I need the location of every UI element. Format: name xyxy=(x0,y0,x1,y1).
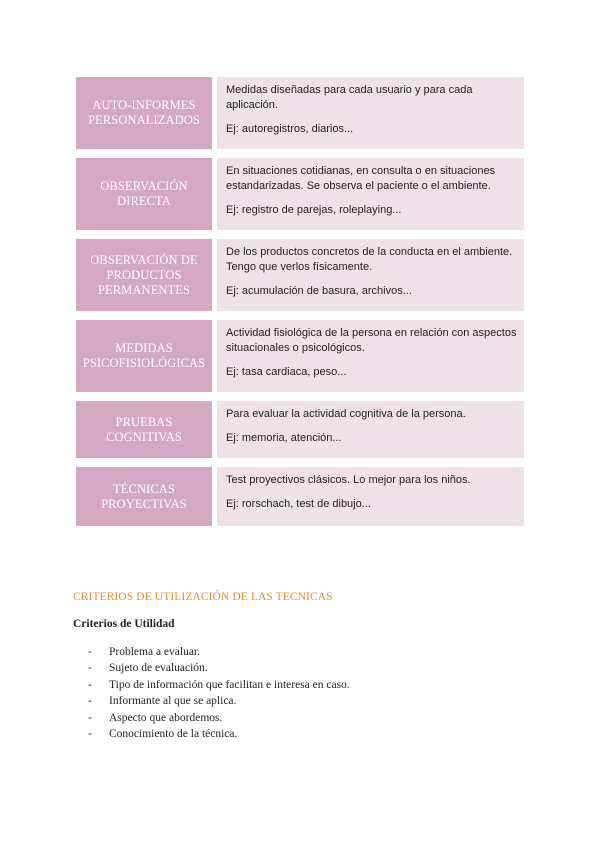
list-item-text: Aspecto que abordemos. xyxy=(109,711,223,724)
technique-description: Medidas diseñadas para cada usuario y para cada aplicación. xyxy=(226,84,473,111)
table-row xyxy=(76,401,524,458)
technique-label: AUTO-INFORMES PERSONALIZADOS xyxy=(76,77,212,149)
table-row xyxy=(76,467,524,526)
subsection-title: Criterios de Utilidad xyxy=(73,618,175,630)
technique-description: Actividad fisiológica de la persona en relación con aspectos situacionales o psicológicos. xyxy=(226,327,517,354)
list-item xyxy=(88,660,350,676)
technique-example: Ej: autoregistros, diarios... xyxy=(226,123,354,135)
technique-description: Test proyectivos clásicos. Lo mejor para los niños. xyxy=(226,474,471,486)
list-item xyxy=(88,693,350,709)
list-item-text: Informante al que se aplica. xyxy=(109,695,237,708)
technique-label: OBSERVACIÓN DIRECTA xyxy=(76,158,212,230)
technique-content xyxy=(217,158,524,230)
section-title: CRITERIOS DE UTILIZACIÓN DE LAS TECNICAS xyxy=(73,591,333,603)
technique-label: TÉCNICAS PROYECTIVAS xyxy=(76,467,212,526)
table-row xyxy=(76,158,524,230)
technique-example: Ej: tasa cardiaca, peso... xyxy=(226,366,347,378)
criteria-list xyxy=(88,644,350,742)
technique-content xyxy=(217,320,524,392)
technique-description: De los productos concretos de la conducta en el ambiente. Tengo que verlos físicamente. xyxy=(226,246,513,273)
list-item xyxy=(88,644,350,660)
technique-label: PRUEBAS COGNITIVAS xyxy=(76,401,212,458)
table-row xyxy=(76,320,524,392)
technique-example: Ej: acumulación de basura, archivos... xyxy=(226,285,412,297)
list-item-text: Problema a evaluar. xyxy=(109,646,201,658)
technique-label: MEDIDAS PSICOFISIOLÓGICAS xyxy=(76,320,212,392)
list-marker: - xyxy=(88,646,92,658)
technique-example: Ej: rorschach, test de dibujo... xyxy=(226,498,371,510)
technique-content xyxy=(217,401,524,458)
list-item xyxy=(88,677,350,693)
list-item xyxy=(88,726,350,742)
technique-description: Para evaluar la actividad cognitiva de la persona. xyxy=(226,408,466,420)
technique-label: OBSERVACIÓN DE PRODUCTOS PERMANENTES xyxy=(76,239,212,311)
list-marker: - xyxy=(88,728,92,741)
list-item xyxy=(88,710,350,726)
technique-example: Ej: registro de parejas, roleplaying... xyxy=(226,204,402,216)
technique-description: En situaciones cotidianas, en consulta o en situaciones estandarizadas. Se observa el paciente o el ambiente. xyxy=(226,165,496,192)
list-marker: - xyxy=(88,662,92,675)
technique-content xyxy=(217,239,524,311)
list-item-text: Tipo de información que facilitan e interesa en caso. xyxy=(109,678,350,691)
list-marker: - xyxy=(88,711,92,724)
technique-example: Ej: memoria, atención... xyxy=(226,432,342,444)
list-marker: - xyxy=(88,678,92,691)
table-row xyxy=(76,77,524,149)
table-row xyxy=(76,239,524,311)
technique-content xyxy=(217,467,524,526)
list-item-text: Conocimiento de la técnica. xyxy=(109,728,238,741)
list-marker: - xyxy=(88,695,92,708)
technique-content xyxy=(217,77,524,149)
list-item-text: Sujeto de evaluación. xyxy=(109,662,208,675)
